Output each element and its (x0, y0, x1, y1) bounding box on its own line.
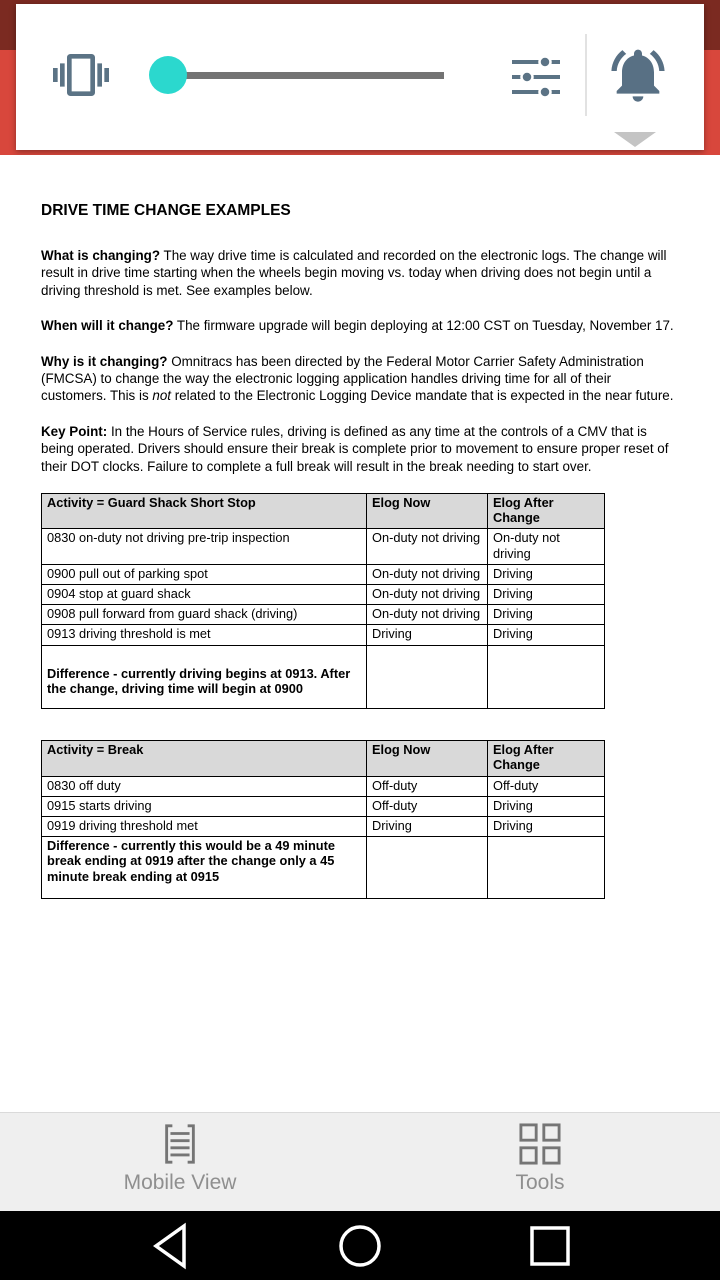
break-table (41, 740, 605, 899)
slider-thumb[interactable] (149, 56, 187, 94)
cell-activity: 0830 off duty (42, 776, 367, 796)
paragraph-when-will-it-change (41, 317, 678, 334)
table-row (42, 776, 605, 796)
header-elog-after: Elog After Change (488, 741, 605, 776)
app-header (0, 0, 720, 155)
back-button[interactable] (150, 1222, 190, 1270)
cell-activity: 0900 pull out of parking spot (42, 564, 367, 584)
table-row (42, 796, 605, 816)
cell-activity: 0904 stop at guard shack (42, 585, 367, 605)
toolbar-card (16, 4, 704, 150)
mobile-view-label: Mobile View (123, 1171, 237, 1194)
notification-bell-icon[interactable] (606, 43, 670, 107)
vibrate-phone-icon[interactable] (53, 47, 109, 103)
paragraph-text: In the Hours of Service rules, driving is defined as any time at the controls of a CMV that is being operated. Drivers should ensure their break is complete prior to movement to ensure proper reset of their DOT clocks. Failure to complete a full break will result in the break needing to start over. (41, 423, 669, 474)
paragraph-lead: Why is it changing? (41, 353, 168, 369)
cell-elog-after: Driving (488, 796, 605, 816)
table-difference-row (42, 645, 605, 708)
table-header-row (42, 741, 605, 776)
cell-elog-now: Off-duty (367, 776, 488, 796)
cell-activity: 0913 driving threshold is met (42, 625, 367, 645)
cell-empty (488, 837, 605, 899)
paragraph-lead: When will it change? (41, 318, 174, 334)
mobile-view-button[interactable] (0, 1113, 360, 1211)
chevron-down-icon[interactable] (614, 132, 656, 147)
header-elog-now: Elog Now (367, 741, 488, 776)
table-difference-row (42, 837, 605, 899)
tools-button[interactable] (360, 1113, 720, 1211)
cell-elog-after: Driving (488, 605, 605, 625)
table-row (42, 816, 605, 836)
cell-activity: 0919 driving threshold met (42, 816, 367, 836)
cell-elog-after: Off-duty (488, 776, 605, 796)
header-elog-now: Elog Now (367, 494, 488, 529)
paragraph-lead: What is changing? (41, 248, 161, 263)
cell-elog-after: Driving (488, 625, 605, 645)
paragraph-what-is-changing (41, 247, 678, 299)
bottom-toolbar (0, 1112, 720, 1211)
cell-elog-now: On-duty not driving (367, 564, 488, 584)
cell-elog-after: On-duty not driving (488, 529, 605, 564)
document-scroll-area[interactable] (0, 155, 720, 1112)
cell-empty (367, 837, 488, 899)
paragraph-text: The way drive time is calculated and recorded on the electronic logs. The change will result in drive time starting when the wheels begin moving vs. today when driving does not begin until a driving threshold is met. See examples below. (41, 248, 667, 298)
tune-settings-icon[interactable] (512, 55, 560, 99)
cell-elog-now: On-duty not driving (367, 605, 488, 625)
document-page (0, 155, 720, 899)
guard-shack-table (41, 493, 605, 709)
cell-empty (488, 645, 605, 708)
paragraph-text: The firmware upgrade will begin deploying at 12:00 CST on Tuesday, November 17. (173, 318, 674, 334)
recents-button[interactable] (528, 1224, 572, 1268)
header-elog-after: Elog After Change (488, 494, 605, 529)
table-row (42, 605, 605, 625)
cell-elog-after: Driving (488, 816, 605, 836)
home-button[interactable] (338, 1224, 382, 1268)
header-activity: Activity = Break (42, 741, 367, 776)
cell-elog-now: Driving (367, 816, 488, 836)
tools-grid-icon (519, 1123, 561, 1165)
paragraph-why-is-it-changing (41, 353, 678, 405)
table-header-row (42, 494, 605, 529)
table-row (42, 564, 605, 584)
toolbar-divider (585, 34, 587, 116)
cell-activity: 0915 starts driving (42, 796, 367, 816)
cell-empty (367, 645, 488, 708)
android-nav-bar (0, 1211, 720, 1280)
paragraph-text: Omnitracs has been directed by the Federal Motor Carrier Safety Administration (FMCSA) to change the way the electronic logging application handles driving time for all of their customers. This is (41, 353, 644, 404)
paragraph-key-point (41, 423, 678, 475)
mobile-view-icon (161, 1123, 199, 1165)
cell-difference: Difference - currently driving begins at 0913. After the change, driving time will begin at 0900 (42, 645, 367, 708)
table-row (42, 529, 605, 564)
cell-activity: 0908 pull forward from guard shack (driving) (42, 605, 367, 625)
cell-elog-after: Driving (488, 585, 605, 605)
cell-elog-after: Driving (488, 564, 605, 584)
cell-difference: Difference - currently this would be a 49 minute break ending at 0919 after the change only a 45 minute break ending at 0915 (42, 837, 367, 899)
cell-elog-now: Driving (367, 625, 488, 645)
paragraph-italic-word: not (152, 388, 171, 404)
cell-elog-now: Off-duty (367, 796, 488, 816)
tools-label: Tools (515, 1171, 565, 1194)
header-activity: Activity = Guard Shack Short Stop (42, 494, 367, 529)
table-row (42, 585, 605, 605)
cell-elog-now: On-duty not driving (367, 585, 488, 605)
table-row (42, 625, 605, 645)
paragraph-lead: Key Point: (41, 423, 108, 439)
cell-elog-now: On-duty not driving (367, 529, 488, 564)
cell-activity: 0830 on-duty not driving pre-trip inspection (42, 529, 367, 564)
page-title: DRIVE TIME CHANGE EXAMPLES (41, 202, 291, 219)
slider-track[interactable] (168, 72, 444, 79)
paragraph-text: related to the Electronic Logging Device mandate that is expected in the near future. (171, 388, 674, 404)
